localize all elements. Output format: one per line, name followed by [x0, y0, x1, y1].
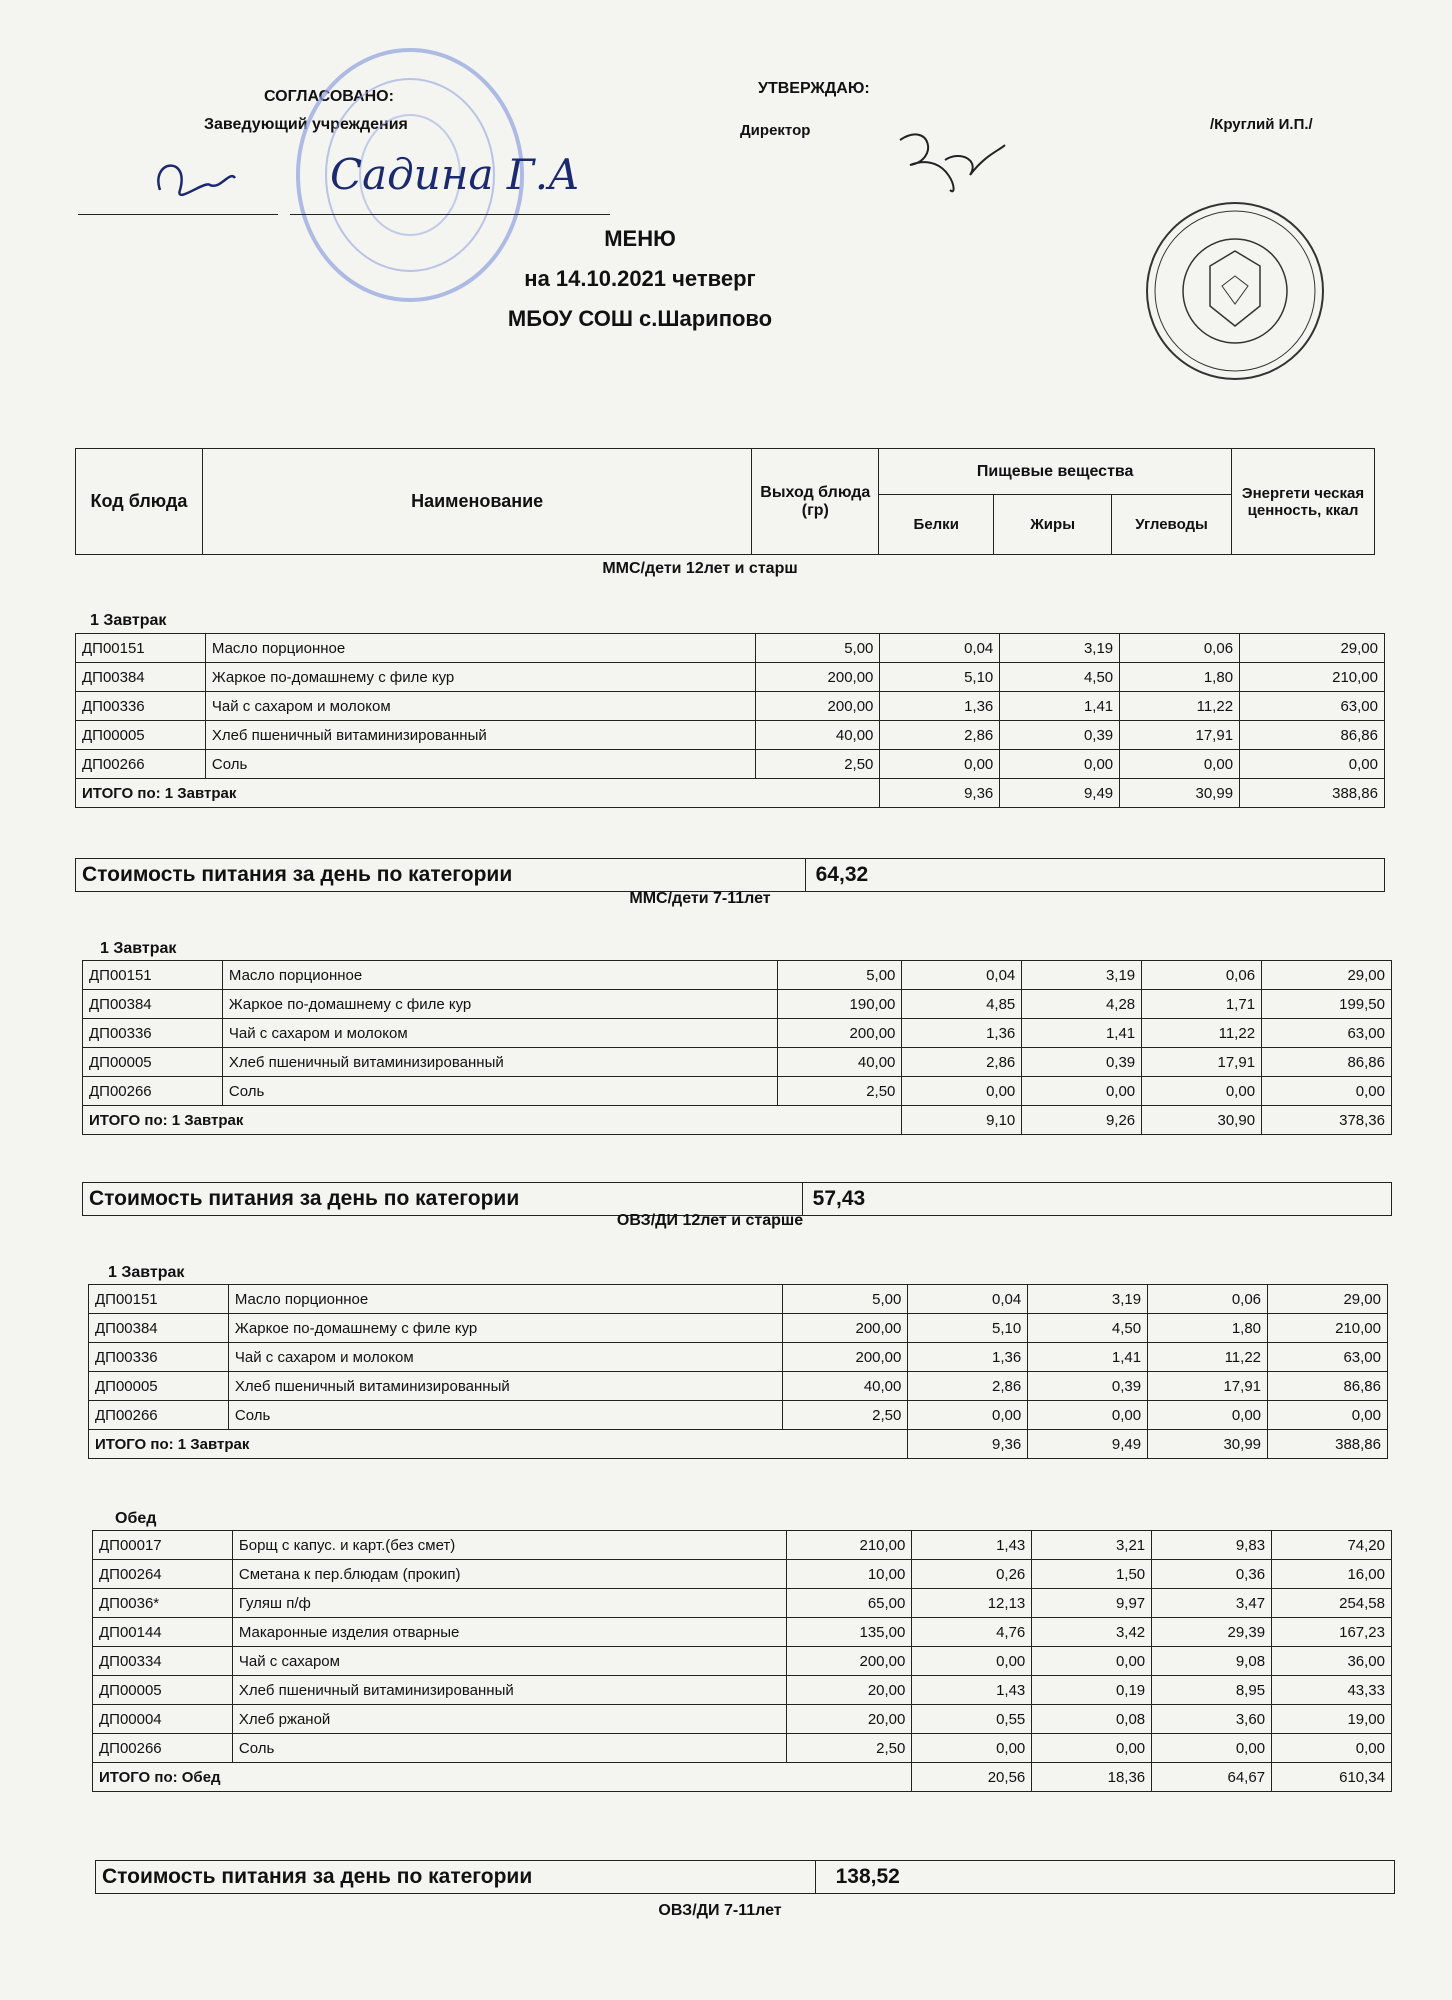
cell-name: Хлеб пшеничный витаминизированный: [232, 1676, 787, 1705]
total-row: [89, 1430, 1388, 1459]
cell-code: ДП00384: [89, 1314, 229, 1343]
table-row: [89, 1314, 1388, 1343]
cell-fats: 4,50: [1000, 663, 1120, 692]
cell-proteins: 0,26: [912, 1560, 1032, 1589]
total-carbs: 30,99: [1148, 1430, 1268, 1459]
total-fats: 9,49: [1028, 1430, 1148, 1459]
cell-yield: 40,00: [755, 721, 880, 750]
cell-code: ДП00017: [93, 1531, 233, 1560]
director-signature-icon: [890, 120, 1010, 210]
cell-proteins: 0,00: [908, 1401, 1028, 1430]
cell-energy: 63,00: [1240, 692, 1385, 721]
cell-name: Чай с сахаром и молоком: [205, 692, 755, 721]
cell-yield: 5,00: [783, 1285, 908, 1314]
category-title: ОВЗ/ДИ 12лет и старше: [616, 1212, 804, 1229]
menu-table: [88, 1284, 1388, 1459]
cell-energy: 29,00: [1240, 634, 1385, 663]
category-title: ММС/дети 7-11лет: [629, 890, 771, 907]
cell-yield: 200,00: [787, 1647, 912, 1676]
cell-carbs: 0,06: [1120, 634, 1240, 663]
total-energy: 388,86: [1268, 1430, 1388, 1459]
table-row: [93, 1705, 1392, 1734]
cell-name: Чай с сахаром и молоком: [222, 1019, 777, 1048]
cost-row: [75, 858, 1385, 892]
table-row: [89, 1343, 1388, 1372]
total-label: ИТОГО по: 1 Завтрак: [89, 1430, 908, 1459]
cell-carbs: 17,91: [1120, 721, 1240, 750]
cell-yield: 200,00: [777, 1019, 902, 1048]
total-row: [93, 1763, 1392, 1792]
cell-name: Жаркое по-домашнему с филе кур: [222, 990, 777, 1019]
table-row: [83, 1077, 1392, 1106]
cell-fats: 4,28: [1022, 990, 1142, 1019]
cell-yield: 2,50: [787, 1734, 912, 1763]
menu-title: МЕНЮ: [604, 226, 676, 251]
cell-fats: 4,50: [1028, 1314, 1148, 1343]
total-carbs: 64,67: [1152, 1763, 1272, 1792]
cell-yield: 5,00: [755, 634, 880, 663]
cell-carbs: 0,00: [1142, 1077, 1262, 1106]
cell-code: ДП00384: [76, 663, 206, 692]
cell-carbs: 1,80: [1120, 663, 1240, 692]
cell-proteins: 0,00: [880, 750, 1000, 779]
cell-fats: 3,21: [1032, 1531, 1152, 1560]
total-energy: 388,86: [1240, 779, 1385, 808]
cell-carbs: 11,22: [1142, 1019, 1262, 1048]
cost-row: [95, 1860, 1395, 1894]
total-energy: 610,34: [1272, 1763, 1392, 1792]
cell-energy: 210,00: [1268, 1314, 1388, 1343]
cell-proteins: 1,36: [880, 692, 1000, 721]
header-nutrients: Пищевые вещества: [879, 449, 1232, 495]
cell-code: ДП00151: [83, 961, 223, 990]
cell-proteins: 1,36: [902, 1019, 1022, 1048]
cell-yield: 190,00: [777, 990, 902, 1019]
cell-fats: 1,50: [1032, 1560, 1152, 1589]
meal-title: 1 Завтрак: [100, 940, 177, 957]
cell-energy: 210,00: [1240, 663, 1385, 692]
cell-proteins: 4,76: [912, 1618, 1032, 1647]
total-carbs: 30,99: [1120, 779, 1240, 808]
table-row: [93, 1560, 1392, 1589]
cost-label: Стоимость питания за день по категории: [96, 1861, 816, 1894]
total-carbs: 30,90: [1142, 1106, 1262, 1135]
table-row: [76, 750, 1385, 779]
cell-yield: 200,00: [783, 1314, 908, 1343]
handwritten-name: Садина Г.А: [330, 150, 580, 199]
cell-proteins: 0,55: [912, 1705, 1032, 1734]
cell-carbs: 0,00: [1152, 1734, 1272, 1763]
table-row: [83, 990, 1392, 1019]
meal-title: Обед: [115, 1510, 157, 1527]
cell-proteins: 5,10: [908, 1314, 1028, 1343]
cell-energy: 0,00: [1272, 1734, 1392, 1763]
cell-energy: 86,86: [1262, 1048, 1392, 1077]
signature-line-left: [78, 214, 278, 215]
cell-code: ДП00264: [93, 1560, 233, 1589]
cell-energy: 167,23: [1272, 1618, 1392, 1647]
cell-fats: 0,00: [1032, 1647, 1152, 1676]
cell-proteins: 12,13: [912, 1589, 1032, 1618]
signature-line-right: [290, 214, 610, 215]
cell-name: Хлеб пшеничный витаминизированный: [228, 1372, 783, 1401]
cell-energy: 0,00: [1240, 750, 1385, 779]
meal-title: 1 Завтрак: [90, 612, 167, 629]
cell-proteins: 0,00: [912, 1647, 1032, 1676]
cell-fats: 1,41: [1022, 1019, 1142, 1048]
cell-code: ДП00336: [83, 1019, 223, 1048]
cell-fats: 0,39: [1028, 1372, 1148, 1401]
total-fats: 9,49: [1000, 779, 1120, 808]
total-fats: 18,36: [1032, 1763, 1152, 1792]
cell-proteins: 1,43: [912, 1531, 1032, 1560]
agreed-title: СОГЛАСОВАНО:: [264, 88, 394, 105]
cell-energy: 86,86: [1240, 721, 1385, 750]
cell-carbs: 29,39: [1152, 1618, 1272, 1647]
cell-yield: 2,50: [777, 1077, 902, 1106]
cell-name: Макаронные изделия отварные: [232, 1618, 787, 1647]
cell-name: Соль: [232, 1734, 787, 1763]
cell-yield: 65,00: [787, 1589, 912, 1618]
cell-proteins: 0,00: [912, 1734, 1032, 1763]
cell-name: Хлеб ржаной: [232, 1705, 787, 1734]
table-row: [89, 1372, 1388, 1401]
school-name: МБОУ СОШ с.Шарипово: [507, 306, 773, 331]
cell-code: ДП00266: [93, 1734, 233, 1763]
cell-proteins: 0,04: [902, 961, 1022, 990]
header-energy: Энергети ческая ценность, ккал: [1232, 449, 1375, 555]
table-row: [76, 634, 1385, 663]
table-row: [93, 1734, 1392, 1763]
cell-energy: 254,58: [1272, 1589, 1392, 1618]
cell-energy: 19,00: [1272, 1705, 1392, 1734]
total-label: ИТОГО по: 1 Завтрак: [83, 1106, 902, 1135]
cell-energy: 74,20: [1272, 1531, 1392, 1560]
cell-fats: 0,39: [1000, 721, 1120, 750]
total-proteins: 20,56: [912, 1763, 1032, 1792]
cell-fats: 0,00: [1022, 1077, 1142, 1106]
cell-fats: 3,19: [1022, 961, 1142, 990]
cell-energy: 63,00: [1262, 1019, 1392, 1048]
header-proteins: Белки: [879, 495, 994, 555]
initials-signature-icon: [150, 150, 240, 210]
table-row: [89, 1401, 1388, 1430]
cell-code: ДП00151: [89, 1285, 229, 1314]
cell-energy: 63,00: [1268, 1343, 1388, 1372]
total-label: ИТОГО по: Обед: [93, 1763, 912, 1792]
table-row: [93, 1589, 1392, 1618]
cell-carbs: 11,22: [1120, 692, 1240, 721]
category-title: ММС/дети 12лет и старш: [602, 560, 798, 577]
table-row: [76, 663, 1385, 692]
cell-yield: 20,00: [787, 1676, 912, 1705]
cell-fats: 0,19: [1032, 1676, 1152, 1705]
cell-yield: 2,50: [783, 1401, 908, 1430]
cell-proteins: 0,04: [908, 1285, 1028, 1314]
cell-energy: 0,00: [1262, 1077, 1392, 1106]
cell-proteins: 2,86: [908, 1372, 1028, 1401]
cell-energy: 29,00: [1268, 1285, 1388, 1314]
cell-energy: 29,00: [1262, 961, 1392, 990]
cell-proteins: 2,86: [902, 1048, 1022, 1077]
table-header: [75, 448, 1375, 555]
cell-code: ДП00151: [76, 634, 206, 663]
cost-row: [82, 1182, 1392, 1216]
table-row: [76, 692, 1385, 721]
cell-fats: 3,19: [1000, 634, 1120, 663]
cell-carbs: 11,22: [1148, 1343, 1268, 1372]
cell-yield: 200,00: [755, 663, 880, 692]
cell-carbs: 1,80: [1148, 1314, 1268, 1343]
cell-code: ДП00005: [89, 1372, 229, 1401]
cost-value: 64,32: [805, 859, 1384, 892]
cell-name: Соль: [222, 1077, 777, 1106]
cell-fats: 0,00: [1028, 1401, 1148, 1430]
cell-name: Хлеб пшеничный витаминизированный: [205, 721, 755, 750]
category-title: ОВЗ/ДИ 7-11лет: [658, 1902, 782, 1919]
total-row: [83, 1106, 1392, 1135]
official-stamp-icon: [1140, 196, 1330, 386]
cell-name: Масло порционное: [205, 634, 755, 663]
menu-table: [75, 633, 1385, 808]
cell-code: ДП00334: [93, 1647, 233, 1676]
total-proteins: 9,10: [902, 1106, 1022, 1135]
header-name: Наименование: [202, 449, 751, 555]
cell-proteins: 4,85: [902, 990, 1022, 1019]
cell-carbs: 3,60: [1152, 1705, 1272, 1734]
cell-name: Масло порционное: [228, 1285, 783, 1314]
cell-code: ДП0036*: [93, 1589, 233, 1618]
cell-carbs: 0,36: [1152, 1560, 1272, 1589]
cell-proteins: 0,00: [902, 1077, 1022, 1106]
table-row: [76, 721, 1385, 750]
cell-name: Масло порционное: [222, 961, 777, 990]
cell-name: Чай с сахаром: [232, 1647, 787, 1676]
cell-yield: 135,00: [787, 1618, 912, 1647]
table-row: [93, 1618, 1392, 1647]
agreed-role: Заведующий учреждения: [204, 116, 408, 133]
cell-name: Соль: [205, 750, 755, 779]
total-energy: 378,36: [1262, 1106, 1392, 1135]
cell-code: ДП00266: [76, 750, 206, 779]
cell-fats: 3,19: [1028, 1285, 1148, 1314]
cell-carbs: 3,47: [1152, 1589, 1272, 1618]
cell-name: Борщ с капус. и карт.(без смет): [232, 1531, 787, 1560]
total-row: [76, 779, 1385, 808]
menu-table: [92, 1530, 1392, 1792]
cell-fats: 0,00: [1032, 1734, 1152, 1763]
cell-carbs: 1,71: [1142, 990, 1262, 1019]
table-row: [83, 1048, 1392, 1077]
cell-fats: 0,08: [1032, 1705, 1152, 1734]
director-role: Директор: [740, 122, 811, 139]
cell-code: ДП00005: [83, 1048, 223, 1077]
cell-code: ДП00144: [93, 1618, 233, 1647]
cell-code: ДП00384: [83, 990, 223, 1019]
cell-carbs: 17,91: [1148, 1372, 1268, 1401]
table-row: [93, 1531, 1392, 1560]
header-carbs: Углеводы: [1112, 495, 1232, 555]
cell-yield: 40,00: [777, 1048, 902, 1077]
cell-proteins: 0,04: [880, 634, 1000, 663]
cell-proteins: 2,86: [880, 721, 1000, 750]
cost-label: Стоимость питания за день по категории: [76, 859, 806, 892]
cell-fats: 0,00: [1000, 750, 1120, 779]
cost-value: 57,43: [802, 1183, 1391, 1216]
cell-name: Сметана к пер.блюдам (прокип): [232, 1560, 787, 1589]
cell-name: Гуляш п/ф: [232, 1589, 787, 1618]
cell-yield: 2,50: [755, 750, 880, 779]
cell-proteins: 5,10: [880, 663, 1000, 692]
cell-energy: 36,00: [1272, 1647, 1392, 1676]
menu-table: [82, 960, 1392, 1135]
total-fats: 9,26: [1022, 1106, 1142, 1135]
cell-yield: 10,00: [787, 1560, 912, 1589]
cell-yield: 20,00: [787, 1705, 912, 1734]
cell-name: Соль: [228, 1401, 783, 1430]
cell-energy: 86,86: [1268, 1372, 1388, 1401]
cell-code: ДП00266: [89, 1401, 229, 1430]
cell-carbs: 0,00: [1120, 750, 1240, 779]
cell-code: ДП00336: [76, 692, 206, 721]
cell-code: ДП00266: [83, 1077, 223, 1106]
director-name: /Круглий И.П./: [1210, 116, 1313, 133]
cell-code: ДП00005: [93, 1676, 233, 1705]
cell-name: Хлеб пшеничный витаминизированный: [222, 1048, 777, 1077]
approved-title: УТВЕРЖДАЮ:: [758, 80, 870, 97]
cell-energy: 43,33: [1272, 1676, 1392, 1705]
cell-yield: 200,00: [783, 1343, 908, 1372]
table-row: [83, 961, 1392, 990]
cell-yield: 5,00: [777, 961, 902, 990]
table-row: [89, 1285, 1388, 1314]
cell-name: Жаркое по-домашнему с филе кур: [205, 663, 755, 692]
cell-energy: 0,00: [1268, 1401, 1388, 1430]
cell-carbs: 9,08: [1152, 1647, 1272, 1676]
table-row: [93, 1676, 1392, 1705]
cell-proteins: 1,36: [908, 1343, 1028, 1372]
cell-fats: 0,39: [1022, 1048, 1142, 1077]
cell-proteins: 1,43: [912, 1676, 1032, 1705]
meal-title: 1 Завтрак: [108, 1264, 185, 1281]
cell-name: Чай с сахаром и молоком: [228, 1343, 783, 1372]
cell-code: ДП00336: [89, 1343, 229, 1372]
table-row: [93, 1647, 1392, 1676]
cell-fats: 3,42: [1032, 1618, 1152, 1647]
cell-carbs: 8,95: [1152, 1676, 1272, 1705]
cell-name: Жаркое по-домашнему с филе кур: [228, 1314, 783, 1343]
total-label: ИТОГО по: 1 Завтрак: [76, 779, 880, 808]
menu-date: на 14.10.2021 четверг: [524, 266, 756, 291]
cost-value: 138,52: [815, 1861, 1394, 1894]
cell-energy: 199,50: [1262, 990, 1392, 1019]
total-proteins: 9,36: [880, 779, 1000, 808]
cell-carbs: 0,06: [1142, 961, 1262, 990]
cell-yield: 200,00: [755, 692, 880, 721]
header-code: Код блюда: [76, 449, 203, 555]
cell-fats: 9,97: [1032, 1589, 1152, 1618]
cell-yield: 40,00: [783, 1372, 908, 1401]
header-fats: Жиры: [994, 495, 1112, 555]
cell-code: ДП00005: [76, 721, 206, 750]
table-row: [83, 1019, 1392, 1048]
total-proteins: 9,36: [908, 1430, 1028, 1459]
cell-fats: 1,41: [1000, 692, 1120, 721]
cell-carbs: 9,83: [1152, 1531, 1272, 1560]
cell-carbs: 17,91: [1142, 1048, 1262, 1077]
cell-code: ДП00004: [93, 1705, 233, 1734]
cell-carbs: 0,06: [1148, 1285, 1268, 1314]
cell-energy: 16,00: [1272, 1560, 1392, 1589]
cost-label: Стоимость питания за день по категории: [83, 1183, 803, 1216]
cell-fats: 1,41: [1028, 1343, 1148, 1372]
cell-carbs: 0,00: [1148, 1401, 1268, 1430]
header-yield: Выход блюда (гр): [752, 449, 879, 555]
cell-yield: 210,00: [787, 1531, 912, 1560]
